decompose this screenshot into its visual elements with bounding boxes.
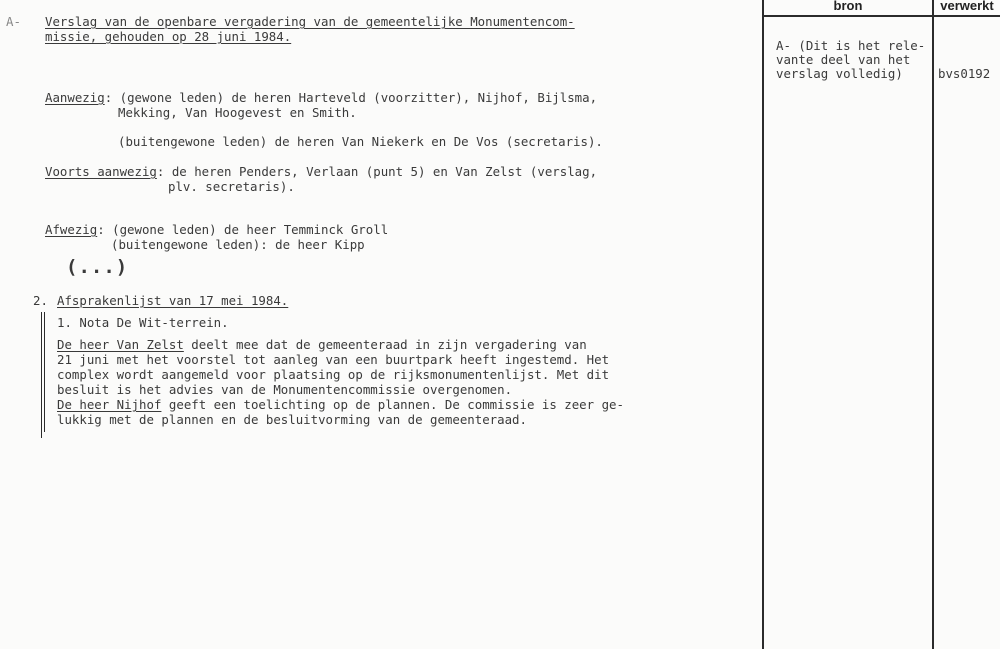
- voorts-line-2: plv. secretaris).: [168, 179, 295, 194]
- table-border-left: [762, 0, 764, 649]
- speaker-nijhof: De heer Nijhof: [57, 397, 162, 412]
- section-2-number: 2.: [33, 293, 48, 308]
- section-2-title: Afsprakenlijst van 17 mei 1984.: [57, 293, 289, 308]
- afwezig-line-2: (buitengewone leden): de heer Kipp: [111, 237, 365, 252]
- margin-bar-right: [44, 312, 45, 432]
- para-2-text-1: geeft een toelichting op de plannen. De commissie is zeer ge-: [161, 397, 624, 412]
- para-1-line-4: besluit is het advies van de Monumentencommissie overgenomen.: [57, 382, 513, 397]
- table-border-middle: [932, 0, 934, 649]
- column-header-verwerkt: verwerkt: [940, 0, 994, 13]
- table-header-divider: [762, 15, 1000, 17]
- afwezig-line-1: [45, 223, 388, 237]
- voorts-line-1: [45, 165, 597, 179]
- column-header-bron: bron: [833, 0, 863, 13]
- para-1-line-1: [57, 338, 587, 352]
- aanwezig-line-2: Mekking, Van Hoogevest en Smith.: [118, 105, 357, 120]
- margin-marker: A-: [6, 14, 21, 29]
- aanwezig-text-1: : (gewone leden) de heren Harteveld (voorzitter), Nijhof, Bijlsma,: [104, 90, 598, 105]
- voorts-text-1: : de heren Penders, Verlaan (punt 5) en Van Zelst (verslag,: [156, 164, 598, 179]
- verwerkt-value: bvs0192: [938, 66, 991, 81]
- aanwezig-line-3: (buitengewone leden) de heren Van Niekerk en De Vos (secretaris).: [118, 134, 603, 149]
- bron-note-line-1: A- (Dit is het rele-: [776, 38, 926, 53]
- document-title-line-2: missie, gehouden op 28 juni 1984.: [45, 29, 292, 44]
- aanwezig-line-1: [45, 91, 597, 105]
- para-2-line-2: lukkig met de plannen en de besluitvorming van de gemeenteraad.: [57, 412, 527, 427]
- para-2-line-1: [57, 398, 624, 412]
- para-1-text-1: deelt mee dat de gemeenteraad in zijn vergadering van: [183, 337, 587, 352]
- voorts-label: Voorts aanwezig: [45, 164, 157, 179]
- afwezig-label: Afwezig: [45, 222, 98, 237]
- margin-bar-left: [41, 312, 42, 438]
- afwezig-text-1: : (gewone leden) de heer Temminck Groll: [97, 222, 389, 237]
- para-1-line-3: complex wordt aangemeld voor plaatsing op de rijksmonumentenlijst. Met dit: [57, 367, 610, 382]
- speaker-van-zelst: De heer Van Zelst: [57, 337, 184, 352]
- bron-note-line-2: vante deel van het: [776, 52, 911, 67]
- para-1-line-2: 21 juni met het voorstel tot aanleg van een buurtpark heeft ingestemd. Het: [57, 352, 610, 367]
- aanwezig-label: Aanwezig: [45, 90, 105, 105]
- omission-ellipsis: (...): [66, 256, 129, 278]
- document-title-line-1: Verslag van de openbare vergadering van de gemeentelijke Monumentencom-: [45, 14, 575, 29]
- section-2-item-1: 1. Nota De Wit-terrein.: [57, 315, 229, 330]
- bron-note-line-3: verslag volledig): [776, 66, 903, 81]
